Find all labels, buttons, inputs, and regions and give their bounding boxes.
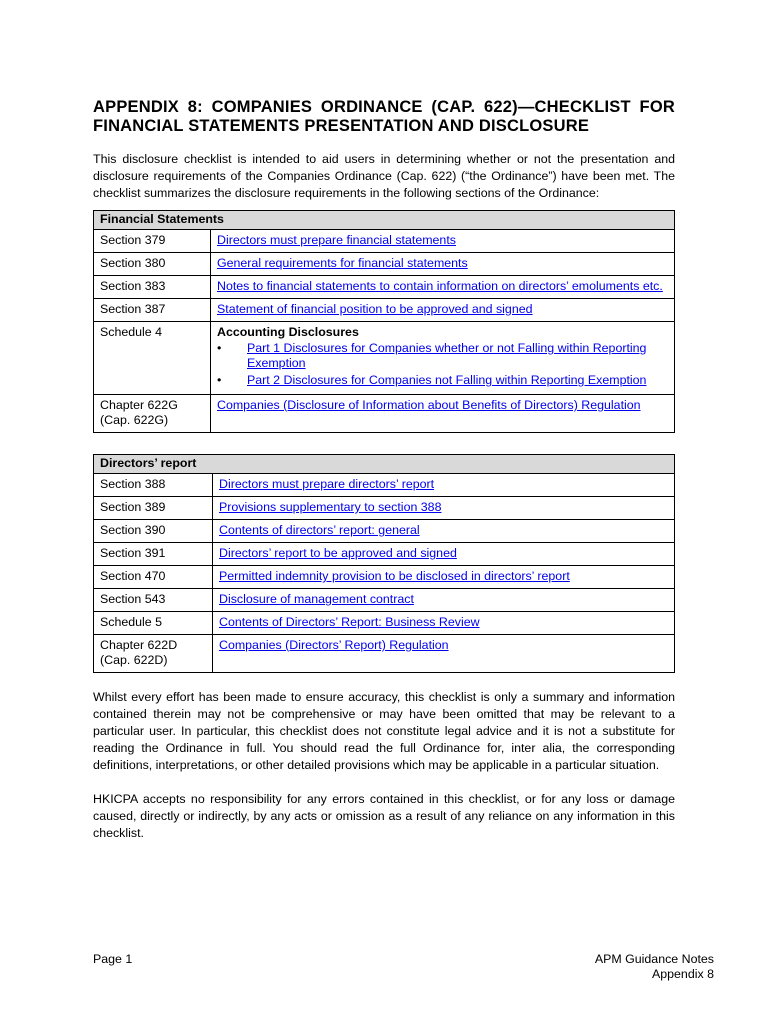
bullet-icon: • — [217, 373, 222, 387]
regulation-link[interactable]: Companies (Disclosure of Information about Benefits of Directors) Regulation — [217, 398, 641, 412]
table-row — [94, 276, 675, 299]
chapter-label: Chapter 622D — [100, 638, 178, 652]
section-cell — [94, 635, 213, 673]
table-row — [94, 612, 675, 635]
section-cell: Schedule 5 — [94, 612, 213, 635]
cap-label: (Cap. 622G) — [100, 413, 169, 427]
section-cell: Section 379 — [94, 230, 211, 253]
bullet-icon: • — [217, 341, 222, 355]
link-cell — [213, 520, 675, 543]
table-row — [94, 253, 675, 276]
page-title: APPENDIX 8: COMPANIES ORDINANCE (CAP. 622)—CHECKLIST FOR FINANCIAL STATEMENTS PRESENTATION AND DISCLOSURE — [93, 98, 675, 135]
table-row — [94, 589, 675, 612]
link-cell — [211, 276, 675, 299]
section-cell: Section 389 — [94, 497, 213, 520]
table-row — [94, 299, 675, 322]
directors-report-table — [93, 454, 675, 673]
document-page — [93, 98, 675, 842]
link-cell — [211, 322, 675, 395]
list-item — [217, 373, 668, 388]
section-link[interactable]: Statement of financial position to be approved and signed — [217, 302, 533, 316]
table-row — [94, 543, 675, 566]
table-row — [94, 520, 675, 543]
link-cell — [213, 612, 675, 635]
section-cell: Section 390 — [94, 520, 213, 543]
part2-link[interactable]: Part 2 Disclosures for Companies not Falling within Reporting Exemption — [247, 373, 647, 387]
section-link[interactable]: Permitted indemnity provision to be disclosed in directors’ report — [219, 569, 570, 583]
responsibility-paragraph: HKICPA accepts no responsibility for any errors contained in this checklist, or for any loss or damage caused, directly or indirectly, by any acts or omission as a result of any reliance on any information in this checklist. — [93, 792, 675, 840]
link-cell — [213, 543, 675, 566]
link-cell — [213, 474, 675, 497]
link-cell — [211, 230, 675, 253]
chapter-label: Chapter 622G — [100, 398, 178, 412]
section-link[interactable]: Disclosure of management contract — [219, 592, 414, 606]
table-header: Financial Statements — [94, 211, 675, 230]
table-row — [94, 230, 675, 253]
link-cell — [213, 589, 675, 612]
part1-link[interactable]: Part 1 Disclosures for Companies whether or not Falling within Reporting Exemption — [247, 341, 647, 370]
disclosure-list — [217, 341, 668, 388]
footer-guidance-label: APM Guidance Notes — [594, 952, 714, 966]
table-row — [94, 474, 675, 497]
cap-label: (Cap. 622D) — [100, 653, 168, 667]
section-link[interactable]: Directors must prepare directors’ report — [219, 477, 435, 491]
link-cell — [213, 566, 675, 589]
section-link[interactable]: Notes to financial statements to contain information on directors’ emoluments etc. — [217, 279, 663, 293]
table-row — [94, 322, 675, 395]
section-cell — [94, 395, 211, 433]
financial-statements-table — [93, 210, 675, 433]
section-cell: Schedule 4 — [94, 322, 211, 395]
section-cell: Section 470 — [94, 566, 213, 589]
table-row — [94, 635, 675, 673]
disclaimer-paragraph: Whilst every effort has been made to ensure accuracy, this checklist is only a summary and information contained therein may not be comprehensive or may have been omitted that may be relevant to a particular user. In particular, this checklist does not constitute legal advice and it is not a substitute for reading the Ordinance in full. You should read the full Ordinance for, inter alia, the corresponding definitions, interpretations, or other detailed provisions which may be applicable in a particular situation. — [93, 690, 675, 772]
intro-paragraph: This disclosure checklist is intended to aid users in determining whether or not the presentation and disclosure requirements of the Companies Ordinance (Cap. 622) (“the Ordinance”) have been met. The checklist summarizes the disclosure requirements in the following sections of the Ordinance: — [93, 152, 675, 200]
link-cell — [211, 395, 675, 433]
table-row — [94, 566, 675, 589]
footer-reference — [520, 952, 714, 982]
link-cell — [213, 635, 675, 673]
section-cell: Section 543 — [94, 589, 213, 612]
section-link[interactable]: Contents of directors’ report: general — [219, 523, 420, 537]
section-link[interactable]: Directors must prepare financial statements — [217, 233, 456, 247]
table-row — [94, 395, 675, 433]
section-link[interactable]: Provisions supplementary to section 388 — [219, 500, 442, 514]
list-item — [217, 341, 668, 371]
section-link[interactable]: General requirements for financial statements — [217, 256, 468, 270]
section-cell: Section 387 — [94, 299, 211, 322]
page-number: Page 1 — [93, 952, 133, 966]
link-cell — [211, 299, 675, 322]
link-cell — [213, 497, 675, 520]
section-cell: Section 391 — [94, 543, 213, 566]
section-cell: Section 380 — [94, 253, 211, 276]
table-header: Directors’ report — [94, 455, 675, 474]
footer-appendix-label: Appendix 8 — [651, 967, 714, 981]
table-row — [94, 497, 675, 520]
section-cell: Section 388 — [94, 474, 213, 497]
section-link[interactable]: Directors’ report to be approved and signed — [219, 546, 457, 560]
link-cell — [211, 253, 675, 276]
regulation-link[interactable]: Companies (Directors’ Report) Regulation — [219, 638, 449, 652]
section-link[interactable]: Contents of Directors’ Report: Business Review — [219, 615, 480, 629]
section-cell: Section 383 — [94, 276, 211, 299]
accounting-disclosures-subheading: Accounting Disclosures — [217, 325, 359, 339]
